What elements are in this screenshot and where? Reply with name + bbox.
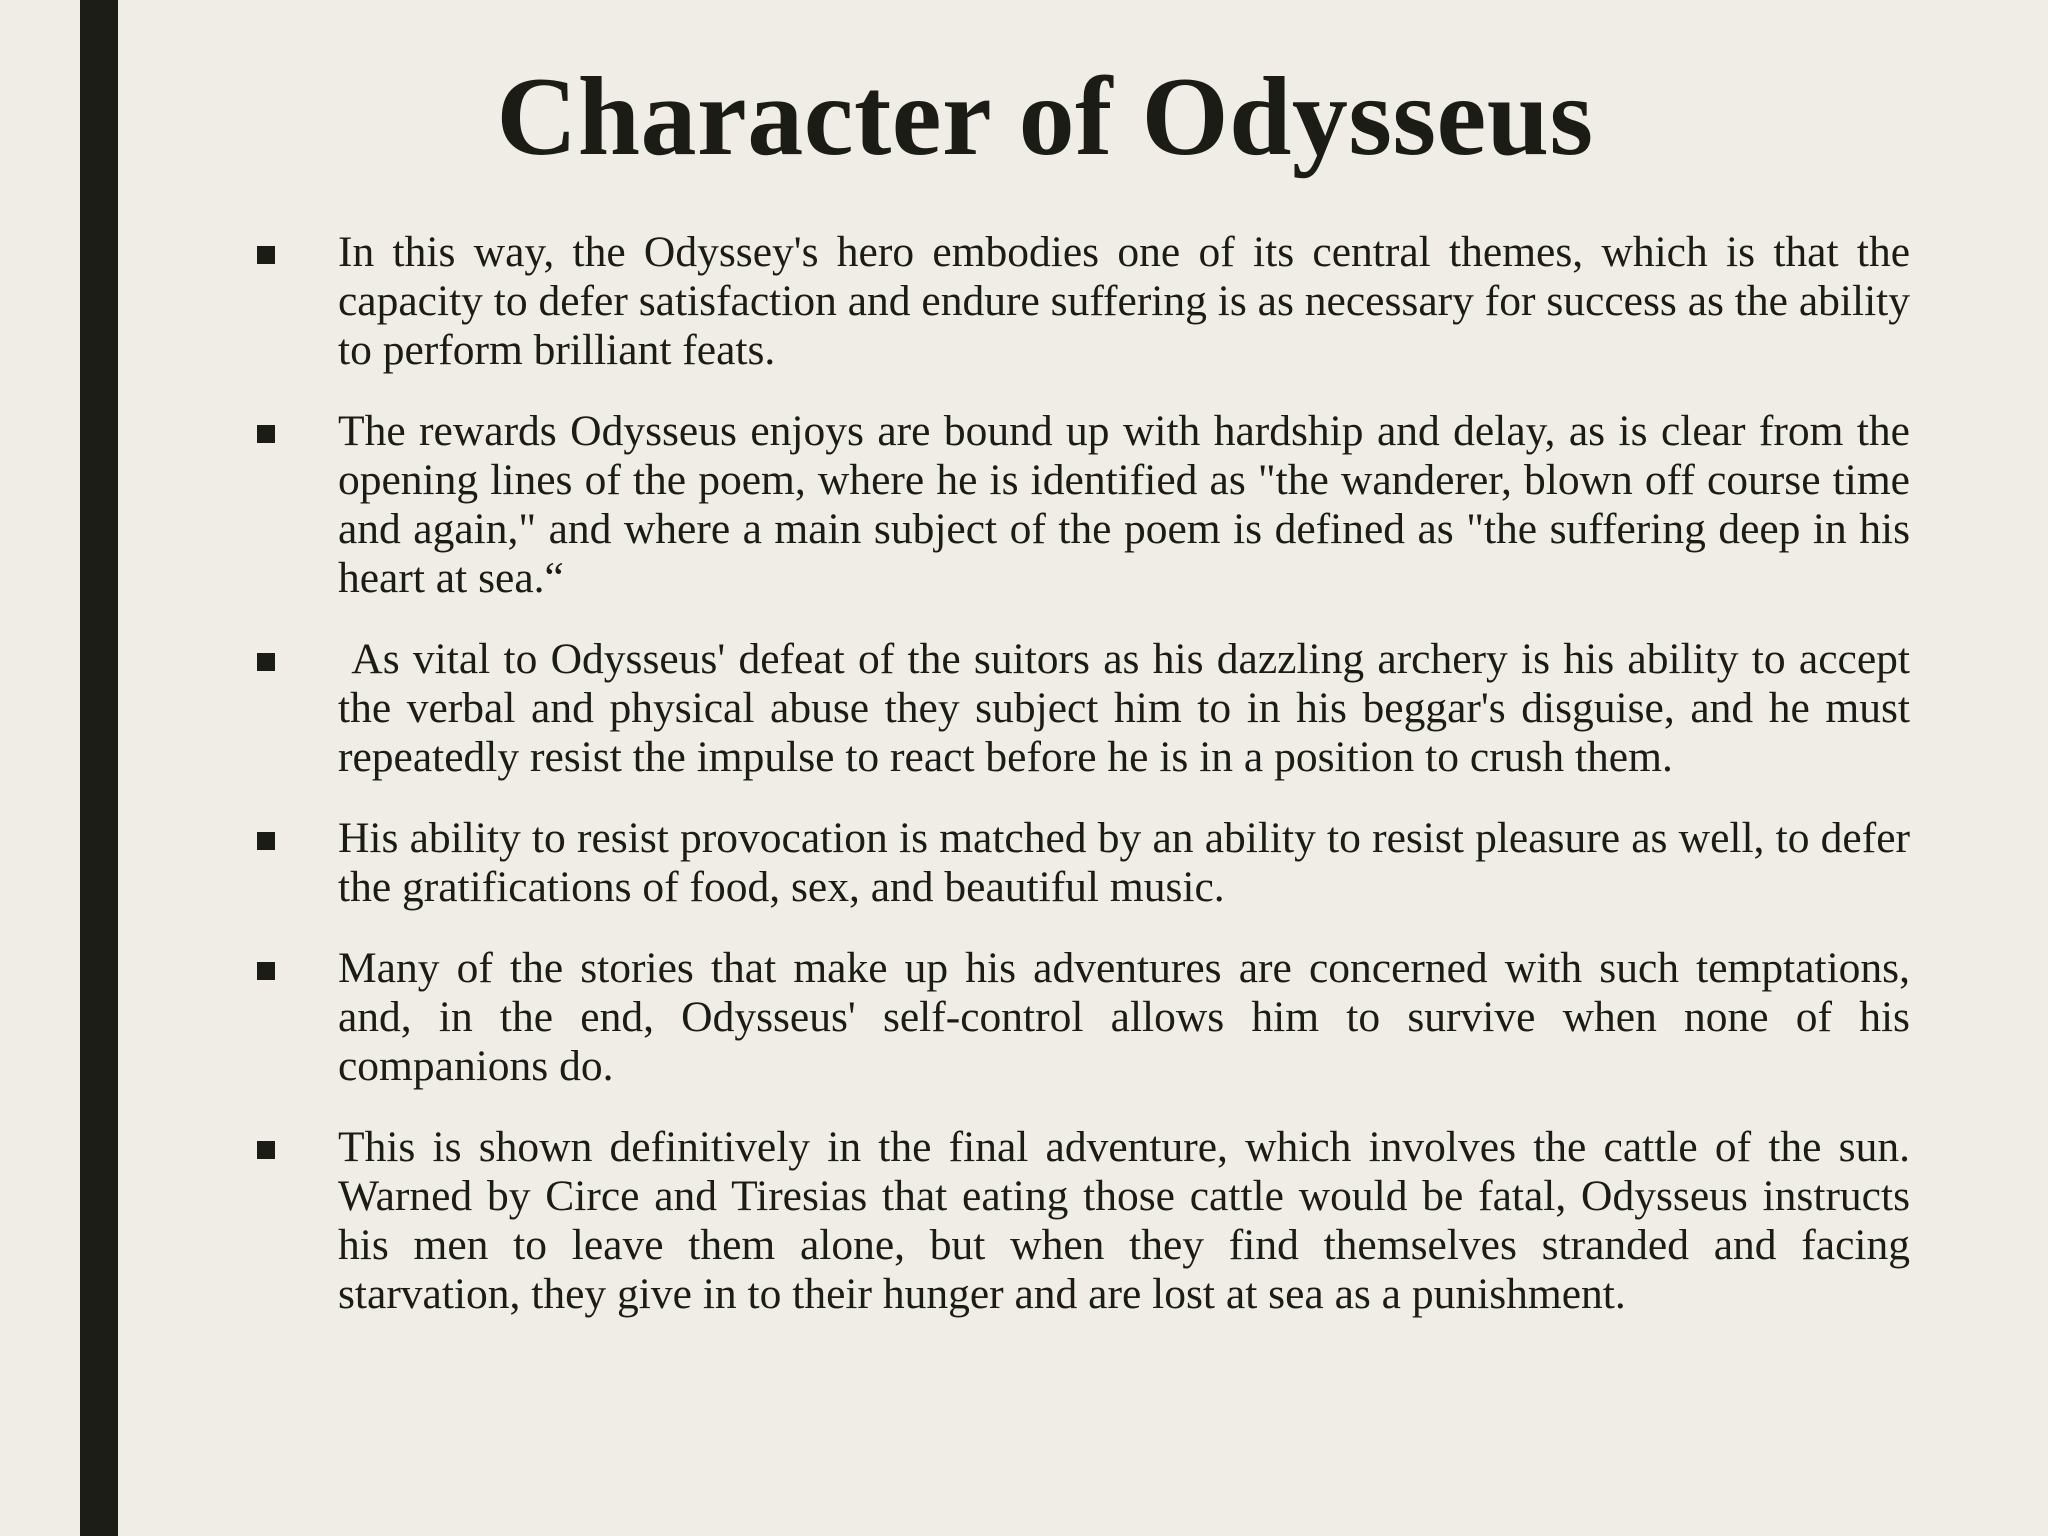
square-bullet-icon <box>257 832 275 850</box>
left-accent-bar <box>80 0 118 1536</box>
bullet-text: In this way, the Odyssey's hero embodies one of its central themes, which is that the capacity to defer satisfaction and endure suffering is as necessary for success as the ability to perform brilliant feats. <box>338 228 1910 374</box>
square-bullet-icon <box>257 653 275 671</box>
bullet-item <box>250 635 1921 782</box>
bullet-item <box>250 407 1910 603</box>
bullet-text: As vital to Odysseus' defeat of the suitors as his dazzling archery is his ability to accept the verbal and physical abuse they subject him to in his beggar's disguise, and he must repeatedly resist the impulse to react before he is in a position to crush them. <box>338 635 1921 781</box>
square-bullet-icon <box>257 246 275 264</box>
bullet-list <box>250 228 1921 1351</box>
bullet-item <box>250 228 1910 375</box>
bullet-item <box>250 1123 1910 1319</box>
bullet-text: His ability to resist provocation is matched by an ability to resist pleasure as well, to defer the gratifications of food, sex, and beautiful music. <box>338 814 1910 911</box>
bullet-text: Many of the stories that make up his adventures are concerned with such temptations, and, in the end, Odysseus' self-control allows him to survive when none of his companions do. <box>338 944 1910 1090</box>
bullet-item <box>250 944 1910 1091</box>
square-bullet-icon <box>257 425 275 443</box>
square-bullet-icon <box>257 962 275 980</box>
bullet-text: The rewards Odysseus enjoys are bound up with hardship and delay, as is clear from the opening lines of the poem, where he is identified as "the wanderer, blown off course time and again," and where a main subject of the poem is defined as "the suffering deep in his heart at sea.“ <box>338 407 1910 602</box>
square-bullet-icon <box>257 1141 275 1159</box>
bullet-text: This is shown definitively in the final adventure, which involves the cattle of the sun. Warned by Circe and Tiresias that eating those cattle would be fatal, Odysseus instructs his men to leave them alone, but when they find themselves stranded and facing starvation, they give in to their hunger and are lost at sea as a punishment. <box>338 1123 1910 1318</box>
bullet-item <box>250 814 1910 912</box>
slide-title: Character of Odysseus <box>496 55 1594 179</box>
